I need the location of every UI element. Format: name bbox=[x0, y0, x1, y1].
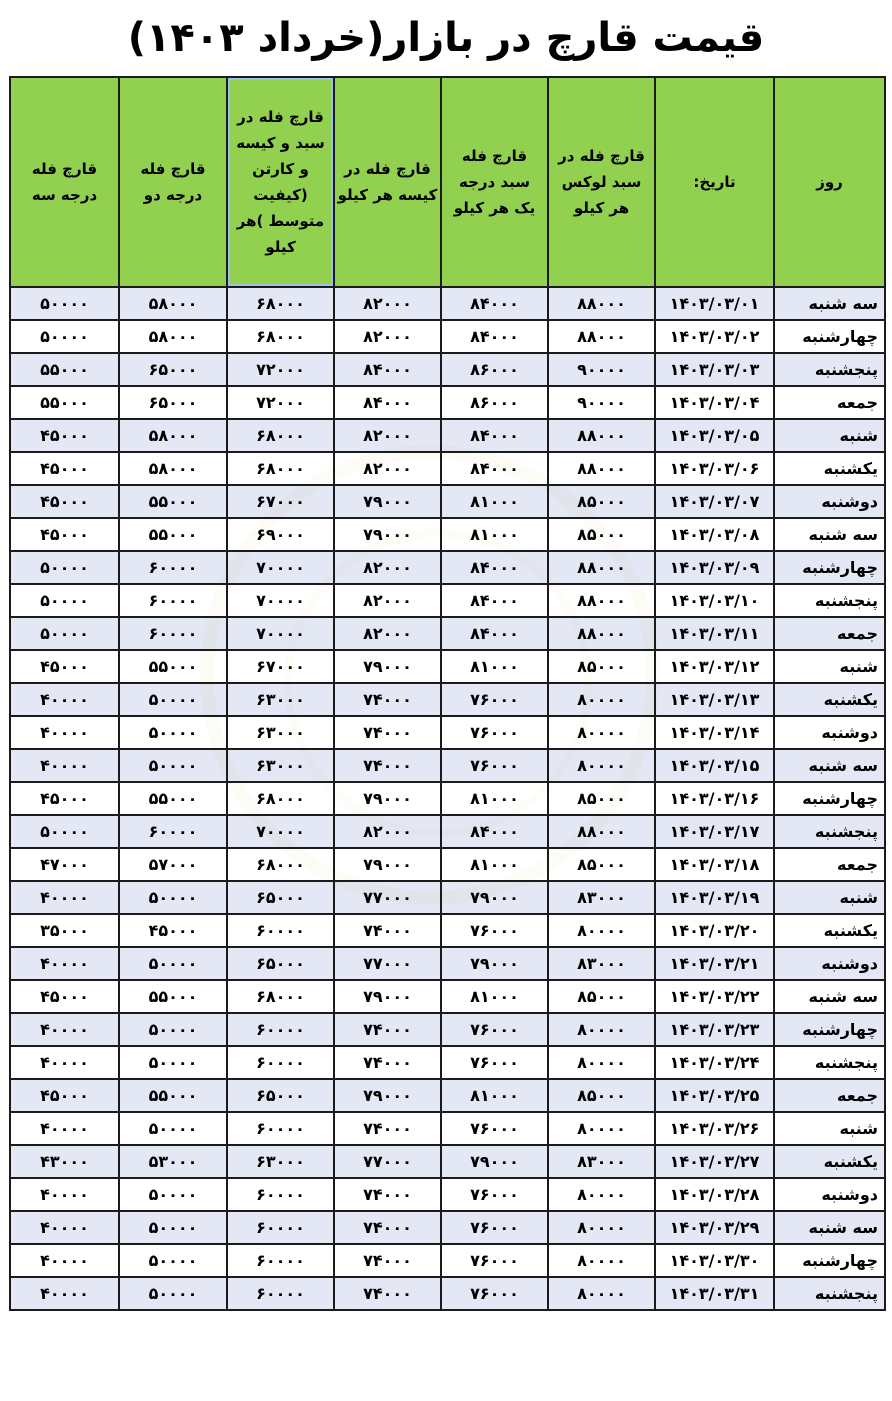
table-row bbox=[10, 1013, 885, 1046]
page-title: قیمت قارچ در بازار(خرداد ۱۴۰۳) bbox=[127, 15, 765, 61]
cell-grade3: ۵۰۰۰۰ bbox=[10, 287, 119, 320]
cell-grade3: ۴۰۰۰۰ bbox=[10, 1277, 119, 1310]
cell-lux: ۸۰۰۰۰ bbox=[548, 683, 655, 716]
cell-grade3: ۵۵۰۰۰ bbox=[10, 386, 119, 419]
cell-date: ۱۴۰۳/۰۳/۳۱ bbox=[655, 1277, 774, 1310]
cell-carton: ۶۰۰۰۰ bbox=[227, 914, 334, 947]
cell-bag: ۸۲۰۰۰ bbox=[334, 452, 441, 485]
cell-date: ۱۴۰۳/۰۳/۰۷ bbox=[655, 485, 774, 518]
cell-lux: ۸۵۰۰۰ bbox=[548, 980, 655, 1013]
table-row bbox=[10, 287, 885, 320]
cell-day: دوشنبه bbox=[774, 1178, 885, 1211]
cell-bag: ۷۴۰۰۰ bbox=[334, 914, 441, 947]
cell-bag: ۷۴۰۰۰ bbox=[334, 1178, 441, 1211]
cell-grade3: ۴۵۰۰۰ bbox=[10, 782, 119, 815]
cell-grade3: ۴۰۰۰۰ bbox=[10, 716, 119, 749]
table-row bbox=[10, 1277, 885, 1310]
header-grade1: قارچ فله سبد درجه یک هر کیلو bbox=[441, 77, 548, 287]
cell-day: سه شنبه bbox=[774, 1211, 885, 1244]
cell-grade2: ۶۵۰۰۰ bbox=[119, 353, 227, 386]
cell-grade3: ۵۰۰۰۰ bbox=[10, 320, 119, 353]
header-lux: قارچ فله در سبد لوکس هر کیلو bbox=[548, 77, 655, 287]
cell-bag: ۸۲۰۰۰ bbox=[334, 617, 441, 650]
cell-date: ۱۴۰۳/۰۳/۰۲ bbox=[655, 320, 774, 353]
cell-grade1: ۷۶۰۰۰ bbox=[441, 1178, 548, 1211]
cell-lux: ۸۰۰۰۰ bbox=[548, 1046, 655, 1079]
cell-date: ۱۴۰۳/۰۳/۱۲ bbox=[655, 650, 774, 683]
cell-grade1: ۸۱۰۰۰ bbox=[441, 1079, 548, 1112]
cell-bag: ۷۴۰۰۰ bbox=[334, 1244, 441, 1277]
cell-bag: ۷۹۰۰۰ bbox=[334, 518, 441, 551]
cell-day: چهارشنبه bbox=[774, 551, 885, 584]
cell-date: ۱۴۰۳/۰۳/۰۶ bbox=[655, 452, 774, 485]
cell-carton: ۷۰۰۰۰ bbox=[227, 551, 334, 584]
cell-grade3: ۴۰۰۰۰ bbox=[10, 881, 119, 914]
cell-lux: ۸۰۰۰۰ bbox=[548, 1244, 655, 1277]
cell-carton: ۶۷۰۰۰ bbox=[227, 650, 334, 683]
cell-grade2: ۵۰۰۰۰ bbox=[119, 1112, 227, 1145]
cell-day: چهارشنبه bbox=[774, 782, 885, 815]
cell-date: ۱۴۰۳/۰۳/۱۸ bbox=[655, 848, 774, 881]
cell-grade1: ۷۶۰۰۰ bbox=[441, 716, 548, 749]
cell-carton: ۷۰۰۰۰ bbox=[227, 584, 334, 617]
cell-carton: ۶۸۰۰۰ bbox=[227, 320, 334, 353]
cell-day: جمعه bbox=[774, 386, 885, 419]
cell-lux: ۸۵۰۰۰ bbox=[548, 848, 655, 881]
cell-grade3: ۴۰۰۰۰ bbox=[10, 1211, 119, 1244]
cell-bag: ۷۷۰۰۰ bbox=[334, 881, 441, 914]
table-row bbox=[10, 650, 885, 683]
table-row bbox=[10, 1244, 885, 1277]
cell-grade2: ۶۵۰۰۰ bbox=[119, 386, 227, 419]
cell-grade3: ۴۵۰۰۰ bbox=[10, 452, 119, 485]
cell-carton: ۶۰۰۰۰ bbox=[227, 1178, 334, 1211]
table-row bbox=[10, 947, 885, 980]
cell-day: چهارشنبه bbox=[774, 320, 885, 353]
cell-date: ۱۴۰۳/۰۳/۲۶ bbox=[655, 1112, 774, 1145]
cell-date: ۱۴۰۳/۰۳/۱۵ bbox=[655, 749, 774, 782]
cell-carton: ۶۳۰۰۰ bbox=[227, 749, 334, 782]
cell-carton: ۶۰۰۰۰ bbox=[227, 1112, 334, 1145]
price-table bbox=[9, 76, 886, 1311]
cell-grade2: ۵۰۰۰۰ bbox=[119, 1013, 227, 1046]
cell-grade2: ۵۰۰۰۰ bbox=[119, 947, 227, 980]
cell-grade2: ۵۰۰۰۰ bbox=[119, 1244, 227, 1277]
cell-grade1: ۷۶۰۰۰ bbox=[441, 683, 548, 716]
cell-grade1: ۸۱۰۰۰ bbox=[441, 848, 548, 881]
cell-grade3: ۵۰۰۰۰ bbox=[10, 584, 119, 617]
table-row bbox=[10, 1211, 885, 1244]
cell-bag: ۸۲۰۰۰ bbox=[334, 584, 441, 617]
cell-grade1: ۷۶۰۰۰ bbox=[441, 749, 548, 782]
cell-date: ۱۴۰۳/۰۳/۱۹ bbox=[655, 881, 774, 914]
cell-grade2: ۵۵۰۰۰ bbox=[119, 518, 227, 551]
cell-grade2: ۵۸۰۰۰ bbox=[119, 320, 227, 353]
cell-grade1: ۸۱۰۰۰ bbox=[441, 980, 548, 1013]
cell-lux: ۸۰۰۰۰ bbox=[548, 914, 655, 947]
cell-grade2: ۵۰۰۰۰ bbox=[119, 1046, 227, 1079]
table-row bbox=[10, 848, 885, 881]
cell-bag: ۸۲۰۰۰ bbox=[334, 551, 441, 584]
table-header-row bbox=[10, 77, 885, 287]
cell-carton: ۶۵۰۰۰ bbox=[227, 1079, 334, 1112]
cell-grade1: ۷۶۰۰۰ bbox=[441, 914, 548, 947]
cell-grade2: ۵۸۰۰۰ bbox=[119, 452, 227, 485]
cell-lux: ۸۸۰۰۰ bbox=[548, 419, 655, 452]
cell-grade3: ۵۰۰۰۰ bbox=[10, 551, 119, 584]
cell-lux: ۸۵۰۰۰ bbox=[548, 485, 655, 518]
header-day: روز bbox=[774, 77, 885, 287]
cell-day: دوشنبه bbox=[774, 716, 885, 749]
cell-carton: ۶۳۰۰۰ bbox=[227, 1145, 334, 1178]
cell-bag: ۷۹۰۰۰ bbox=[334, 980, 441, 1013]
cell-date: ۱۴۰۳/۰۳/۳۰ bbox=[655, 1244, 774, 1277]
cell-carton: ۶۰۰۰۰ bbox=[227, 1277, 334, 1310]
cell-date: ۱۴۰۳/۰۳/۰۳ bbox=[655, 353, 774, 386]
cell-day: شنبه bbox=[774, 881, 885, 914]
cell-date: ۱۴۰۳/۰۳/۲۱ bbox=[655, 947, 774, 980]
cell-bag: ۷۹۰۰۰ bbox=[334, 650, 441, 683]
cell-grade2: ۵۳۰۰۰ bbox=[119, 1145, 227, 1178]
cell-grade3: ۴۰۰۰۰ bbox=[10, 1046, 119, 1079]
cell-bag: ۸۲۰۰۰ bbox=[334, 815, 441, 848]
cell-grade3: ۴۰۰۰۰ bbox=[10, 683, 119, 716]
table-row bbox=[10, 386, 885, 419]
cell-day: شنبه bbox=[774, 650, 885, 683]
cell-carton: ۷۰۰۰۰ bbox=[227, 815, 334, 848]
cell-grade3: ۵۵۰۰۰ bbox=[10, 353, 119, 386]
cell-grade2: ۵۰۰۰۰ bbox=[119, 1211, 227, 1244]
cell-day: شنبه bbox=[774, 1112, 885, 1145]
cell-grade3: ۴۵۰۰۰ bbox=[10, 419, 119, 452]
cell-grade1: ۸۱۰۰۰ bbox=[441, 782, 548, 815]
cell-day: چهارشنبه bbox=[774, 1013, 885, 1046]
table-row bbox=[10, 320, 885, 353]
cell-date: ۱۴۰۳/۰۳/۰۹ bbox=[655, 551, 774, 584]
cell-grade3: ۴۰۰۰۰ bbox=[10, 749, 119, 782]
cell-lux: ۸۳۰۰۰ bbox=[548, 881, 655, 914]
cell-grade3: ۴۵۰۰۰ bbox=[10, 650, 119, 683]
cell-grade2: ۵۰۰۰۰ bbox=[119, 716, 227, 749]
cell-lux: ۸۵۰۰۰ bbox=[548, 518, 655, 551]
cell-grade2: ۵۵۰۰۰ bbox=[119, 1079, 227, 1112]
table-row bbox=[10, 353, 885, 386]
cell-carton: ۶۰۰۰۰ bbox=[227, 1244, 334, 1277]
table-row bbox=[10, 881, 885, 914]
cell-bag: ۷۴۰۰۰ bbox=[334, 1112, 441, 1145]
cell-grade2: ۵۵۰۰۰ bbox=[119, 980, 227, 1013]
header-carton: قارچ فله در سبد و کیسه و کارتن (کیفیت متوسط )هر کیلو bbox=[227, 77, 334, 287]
cell-day: یکشنبه bbox=[774, 914, 885, 947]
cell-date: ۱۴۰۳/۰۳/۲۹ bbox=[655, 1211, 774, 1244]
cell-grade3: ۴۰۰۰۰ bbox=[10, 1112, 119, 1145]
cell-bag: ۷۴۰۰۰ bbox=[334, 683, 441, 716]
cell-date: ۱۴۰۳/۰۳/۰۸ bbox=[655, 518, 774, 551]
table-row bbox=[10, 485, 885, 518]
cell-lux: ۸۰۰۰۰ bbox=[548, 1211, 655, 1244]
cell-grade2: ۵۵۰۰۰ bbox=[119, 650, 227, 683]
cell-grade1: ۷۶۰۰۰ bbox=[441, 1277, 548, 1310]
table-row bbox=[10, 1112, 885, 1145]
table-row bbox=[10, 419, 885, 452]
table-row bbox=[10, 749, 885, 782]
cell-date: ۱۴۰۳/۰۳/۲۷ bbox=[655, 1145, 774, 1178]
cell-day: دوشنبه bbox=[774, 947, 885, 980]
cell-lux: ۸۵۰۰۰ bbox=[548, 782, 655, 815]
cell-carton: ۶۳۰۰۰ bbox=[227, 716, 334, 749]
cell-date: ۱۴۰۳/۰۳/۲۳ bbox=[655, 1013, 774, 1046]
cell-carton: ۷۲۰۰۰ bbox=[227, 386, 334, 419]
cell-bag: ۷۷۰۰۰ bbox=[334, 947, 441, 980]
cell-carton: ۶۳۰۰۰ bbox=[227, 683, 334, 716]
cell-grade3: ۳۵۰۰۰ bbox=[10, 914, 119, 947]
cell-grade2: ۶۰۰۰۰ bbox=[119, 815, 227, 848]
cell-grade2: ۵۰۰۰۰ bbox=[119, 881, 227, 914]
cell-grade1: ۸۴۰۰۰ bbox=[441, 419, 548, 452]
cell-carton: ۷۲۰۰۰ bbox=[227, 353, 334, 386]
cell-date: ۱۴۰۳/۰۳/۱۴ bbox=[655, 716, 774, 749]
cell-grade2: ۵۸۰۰۰ bbox=[119, 419, 227, 452]
cell-bag: ۷۴۰۰۰ bbox=[334, 1277, 441, 1310]
cell-date: ۱۴۰۳/۰۳/۱۱ bbox=[655, 617, 774, 650]
cell-carton: ۶۸۰۰۰ bbox=[227, 452, 334, 485]
cell-lux: ۸۳۰۰۰ bbox=[548, 947, 655, 980]
cell-grade1: ۸۴۰۰۰ bbox=[441, 617, 548, 650]
cell-carton: ۶۵۰۰۰ bbox=[227, 947, 334, 980]
cell-date: ۱۴۰۳/۰۳/۱۷ bbox=[655, 815, 774, 848]
cell-grade2: ۵۵۰۰۰ bbox=[119, 782, 227, 815]
cell-grade3: ۴۷۰۰۰ bbox=[10, 848, 119, 881]
cell-lux: ۸۰۰۰۰ bbox=[548, 749, 655, 782]
cell-grade1: ۷۶۰۰۰ bbox=[441, 1112, 548, 1145]
cell-lux: ۸۰۰۰۰ bbox=[548, 1178, 655, 1211]
cell-day: سه شنبه bbox=[774, 518, 885, 551]
cell-grade1: ۸۴۰۰۰ bbox=[441, 584, 548, 617]
cell-bag: ۸۴۰۰۰ bbox=[334, 353, 441, 386]
header-date: تاریخ: bbox=[655, 77, 774, 287]
cell-grade2: ۵۸۰۰۰ bbox=[119, 287, 227, 320]
cell-grade1: ۸۶۰۰۰ bbox=[441, 353, 548, 386]
cell-grade2: ۶۰۰۰۰ bbox=[119, 551, 227, 584]
cell-bag: ۷۹۰۰۰ bbox=[334, 485, 441, 518]
cell-grade1: ۷۶۰۰۰ bbox=[441, 1013, 548, 1046]
table-row bbox=[10, 1145, 885, 1178]
cell-date: ۱۴۰۳/۰۳/۲۸ bbox=[655, 1178, 774, 1211]
cell-day: پنجشنبه bbox=[774, 1046, 885, 1079]
cell-grade1: ۷۹۰۰۰ bbox=[441, 881, 548, 914]
cell-carton: ۶۷۰۰۰ bbox=[227, 485, 334, 518]
table-row bbox=[10, 1079, 885, 1112]
cell-grade3: ۵۰۰۰۰ bbox=[10, 815, 119, 848]
cell-carton: ۶۸۰۰۰ bbox=[227, 848, 334, 881]
cell-lux: ۸۸۰۰۰ bbox=[548, 320, 655, 353]
cell-carton: ۶۰۰۰۰ bbox=[227, 1013, 334, 1046]
cell-grade1: ۸۴۰۰۰ bbox=[441, 551, 548, 584]
cell-carton: ۶۰۰۰۰ bbox=[227, 1046, 334, 1079]
cell-lux: ۸۸۰۰۰ bbox=[548, 815, 655, 848]
cell-grade1: ۸۶۰۰۰ bbox=[441, 386, 548, 419]
cell-grade1: ۷۶۰۰۰ bbox=[441, 1211, 548, 1244]
cell-bag: ۸۲۰۰۰ bbox=[334, 419, 441, 452]
cell-day: یکشنبه bbox=[774, 452, 885, 485]
cell-grade2: ۵۰۰۰۰ bbox=[119, 1277, 227, 1310]
cell-carton: ۶۵۰۰۰ bbox=[227, 881, 334, 914]
cell-date: ۱۴۰۳/۰۳/۱۳ bbox=[655, 683, 774, 716]
table-row bbox=[10, 716, 885, 749]
cell-grade3: ۴۰۰۰۰ bbox=[10, 947, 119, 980]
cell-grade1: ۸۱۰۰۰ bbox=[441, 518, 548, 551]
cell-day: سه شنبه bbox=[774, 749, 885, 782]
cell-bag: ۷۴۰۰۰ bbox=[334, 716, 441, 749]
cell-grade3: ۴۵۰۰۰ bbox=[10, 1079, 119, 1112]
table-row bbox=[10, 914, 885, 947]
cell-bag: ۷۹۰۰۰ bbox=[334, 848, 441, 881]
table-row bbox=[10, 617, 885, 650]
cell-lux: ۹۰۰۰۰ bbox=[548, 353, 655, 386]
cell-carton: ۶۸۰۰۰ bbox=[227, 782, 334, 815]
cell-grade3: ۴۳۰۰۰ bbox=[10, 1145, 119, 1178]
cell-grade1: ۸۴۰۰۰ bbox=[441, 287, 548, 320]
cell-date: ۱۴۰۳/۰۳/۰۵ bbox=[655, 419, 774, 452]
cell-carton: ۶۰۰۰۰ bbox=[227, 1211, 334, 1244]
cell-grade3: ۴۰۰۰۰ bbox=[10, 1178, 119, 1211]
cell-grade2: ۵۰۰۰۰ bbox=[119, 683, 227, 716]
cell-grade1: ۸۴۰۰۰ bbox=[441, 815, 548, 848]
cell-carton: ۷۰۰۰۰ bbox=[227, 617, 334, 650]
cell-grade3: ۴۵۰۰۰ bbox=[10, 980, 119, 1013]
cell-date: ۱۴۰۳/۰۳/۲۵ bbox=[655, 1079, 774, 1112]
cell-grade1: ۷۶۰۰۰ bbox=[441, 1244, 548, 1277]
cell-lux: ۸۸۰۰۰ bbox=[548, 452, 655, 485]
cell-day: سه شنبه bbox=[774, 287, 885, 320]
cell-bag: ۷۴۰۰۰ bbox=[334, 1211, 441, 1244]
cell-carton: ۶۸۰۰۰ bbox=[227, 287, 334, 320]
cell-day: پنجشنبه bbox=[774, 353, 885, 386]
cell-grade1: ۸۴۰۰۰ bbox=[441, 320, 548, 353]
cell-date: ۱۴۰۳/۰۳/۱۶ bbox=[655, 782, 774, 815]
cell-lux: ۸۸۰۰۰ bbox=[548, 584, 655, 617]
cell-lux: ۸۰۰۰۰ bbox=[548, 1277, 655, 1310]
table-body bbox=[10, 287, 885, 1310]
cell-day: یکشنبه bbox=[774, 683, 885, 716]
cell-carton: ۶۸۰۰۰ bbox=[227, 980, 334, 1013]
cell-grade1: ۸۱۰۰۰ bbox=[441, 650, 548, 683]
cell-day: جمعه bbox=[774, 1079, 885, 1112]
header-bag: قارچ فله در کیسه هر کیلو bbox=[334, 77, 441, 287]
cell-grade3: ۵۰۰۰۰ bbox=[10, 617, 119, 650]
cell-grade1: ۸۱۰۰۰ bbox=[441, 485, 548, 518]
cell-carton: ۶۹۰۰۰ bbox=[227, 518, 334, 551]
cell-date: ۱۴۰۳/۰۳/۱۰ bbox=[655, 584, 774, 617]
cell-bag: ۸۲۰۰۰ bbox=[334, 287, 441, 320]
header-grade3: قارچ فله درجه سه bbox=[10, 77, 119, 287]
cell-date: ۱۴۰۳/۰۳/۰۴ bbox=[655, 386, 774, 419]
cell-day: سه شنبه bbox=[774, 980, 885, 1013]
table-row bbox=[10, 452, 885, 485]
cell-day: جمعه bbox=[774, 617, 885, 650]
cell-grade2: ۶۰۰۰۰ bbox=[119, 617, 227, 650]
cell-grade1: ۸۴۰۰۰ bbox=[441, 452, 548, 485]
table-row bbox=[10, 584, 885, 617]
cell-grade2: ۵۷۰۰۰ bbox=[119, 848, 227, 881]
cell-lux: ۸۸۰۰۰ bbox=[548, 551, 655, 584]
cell-grade3: ۴۰۰۰۰ bbox=[10, 1244, 119, 1277]
cell-lux: ۸۰۰۰۰ bbox=[548, 716, 655, 749]
table-row bbox=[10, 980, 885, 1013]
cell-grade3: ۴۵۰۰۰ bbox=[10, 485, 119, 518]
cell-date: ۱۴۰۳/۰۳/۲۰ bbox=[655, 914, 774, 947]
header-grade2: قارچ فله درجه دو bbox=[119, 77, 227, 287]
cell-day: جمعه bbox=[774, 848, 885, 881]
cell-lux: ۸۰۰۰۰ bbox=[548, 1112, 655, 1145]
cell-bag: ۷۴۰۰۰ bbox=[334, 749, 441, 782]
cell-bag: ۷۴۰۰۰ bbox=[334, 1046, 441, 1079]
table-row bbox=[10, 551, 885, 584]
cell-bag: ۸۲۰۰۰ bbox=[334, 320, 441, 353]
cell-bag: ۸۴۰۰۰ bbox=[334, 386, 441, 419]
cell-day: شنبه bbox=[774, 419, 885, 452]
cell-carton: ۶۸۰۰۰ bbox=[227, 419, 334, 452]
cell-grade2: ۵۰۰۰۰ bbox=[119, 749, 227, 782]
cell-date: ۱۴۰۳/۰۳/۲۴ bbox=[655, 1046, 774, 1079]
cell-day: دوشنبه bbox=[774, 485, 885, 518]
table-row bbox=[10, 1178, 885, 1211]
cell-bag: ۷۹۰۰۰ bbox=[334, 1079, 441, 1112]
cell-bag: ۷۹۰۰۰ bbox=[334, 782, 441, 815]
cell-grade2: ۵۵۰۰۰ bbox=[119, 485, 227, 518]
cell-grade2: ۶۰۰۰۰ bbox=[119, 584, 227, 617]
cell-date: ۱۴۰۳/۰۳/۰۱ bbox=[655, 287, 774, 320]
cell-date: ۱۴۰۳/۰۳/۲۲ bbox=[655, 980, 774, 1013]
cell-bag: ۷۴۰۰۰ bbox=[334, 1013, 441, 1046]
cell-grade3: ۴۵۰۰۰ bbox=[10, 518, 119, 551]
cell-day: پنجشنبه bbox=[774, 815, 885, 848]
table-row bbox=[10, 1046, 885, 1079]
cell-grade1: ۷۹۰۰۰ bbox=[441, 947, 548, 980]
cell-grade2: ۴۵۰۰۰ bbox=[119, 914, 227, 947]
cell-lux: ۸۸۰۰۰ bbox=[548, 617, 655, 650]
cell-grade2: ۵۰۰۰۰ bbox=[119, 1178, 227, 1211]
cell-lux: ۸۵۰۰۰ bbox=[548, 1079, 655, 1112]
cell-day: پنجشنبه bbox=[774, 584, 885, 617]
cell-day: یکشنبه bbox=[774, 1145, 885, 1178]
cell-lux: ۹۰۰۰۰ bbox=[548, 386, 655, 419]
cell-day: پنجشنبه bbox=[774, 1277, 885, 1310]
cell-grade1: ۷۶۰۰۰ bbox=[441, 1046, 548, 1079]
table-row bbox=[10, 815, 885, 848]
cell-bag: ۷۷۰۰۰ bbox=[334, 1145, 441, 1178]
cell-lux: ۸۸۰۰۰ bbox=[548, 287, 655, 320]
table-row bbox=[10, 683, 885, 716]
cell-lux: ۸۳۰۰۰ bbox=[548, 1145, 655, 1178]
table-row bbox=[10, 782, 885, 815]
cell-lux: ۸۰۰۰۰ bbox=[548, 1013, 655, 1046]
cell-grade1: ۷۹۰۰۰ bbox=[441, 1145, 548, 1178]
cell-day: چهارشنبه bbox=[774, 1244, 885, 1277]
table-row bbox=[10, 518, 885, 551]
cell-grade3: ۴۰۰۰۰ bbox=[10, 1013, 119, 1046]
cell-lux: ۸۵۰۰۰ bbox=[548, 650, 655, 683]
